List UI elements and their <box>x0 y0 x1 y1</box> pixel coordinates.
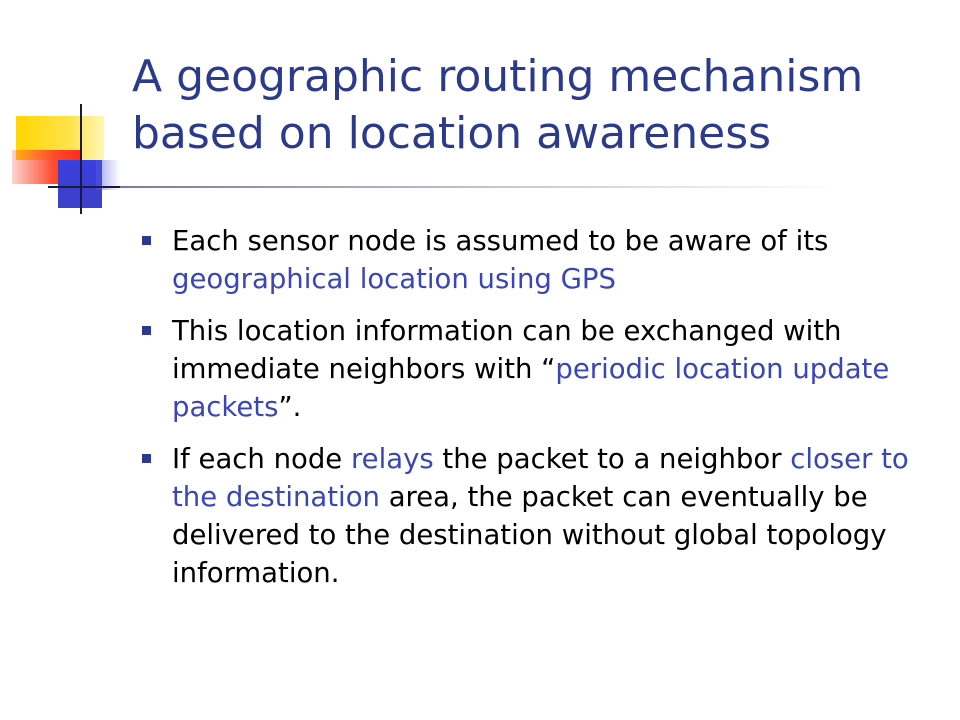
bullet-square-icon <box>142 236 151 245</box>
title-underline <box>120 186 840 188</box>
highlighted-text: periodic location update packets <box>172 353 890 423</box>
bullet-text: If each node <box>172 443 351 475</box>
bullet-text: Each sensor node is assumed to be aware of its <box>172 225 829 257</box>
slide-title: A geographic routing mechanism based on location awareness <box>132 51 864 159</box>
bullet-text: ”. <box>278 391 302 423</box>
corner-ornament <box>0 0 140 220</box>
bullet-square-icon <box>142 454 151 463</box>
bullet-text: the packet to a neighbor <box>433 443 791 475</box>
highlighted-text: relays <box>350 443 434 475</box>
bullet-text: area, the packet can eventually be delivered to the destination without global topology information. <box>172 481 887 589</box>
bullet-text: This location information can be exchanged with immediate neighbors with “ <box>172 315 842 385</box>
bullet-list <box>142 222 942 606</box>
bullet-square-icon <box>142 326 151 335</box>
bullet-item <box>142 312 942 426</box>
bullet-item <box>142 440 942 592</box>
highlighted-text: closer to the destination <box>172 443 909 513</box>
ornament-horizontal-line <box>48 186 122 188</box>
bullet-item <box>142 222 942 298</box>
highlighted-text: geographical location using GPS <box>172 263 616 295</box>
ornament-vertical-line <box>80 104 82 214</box>
